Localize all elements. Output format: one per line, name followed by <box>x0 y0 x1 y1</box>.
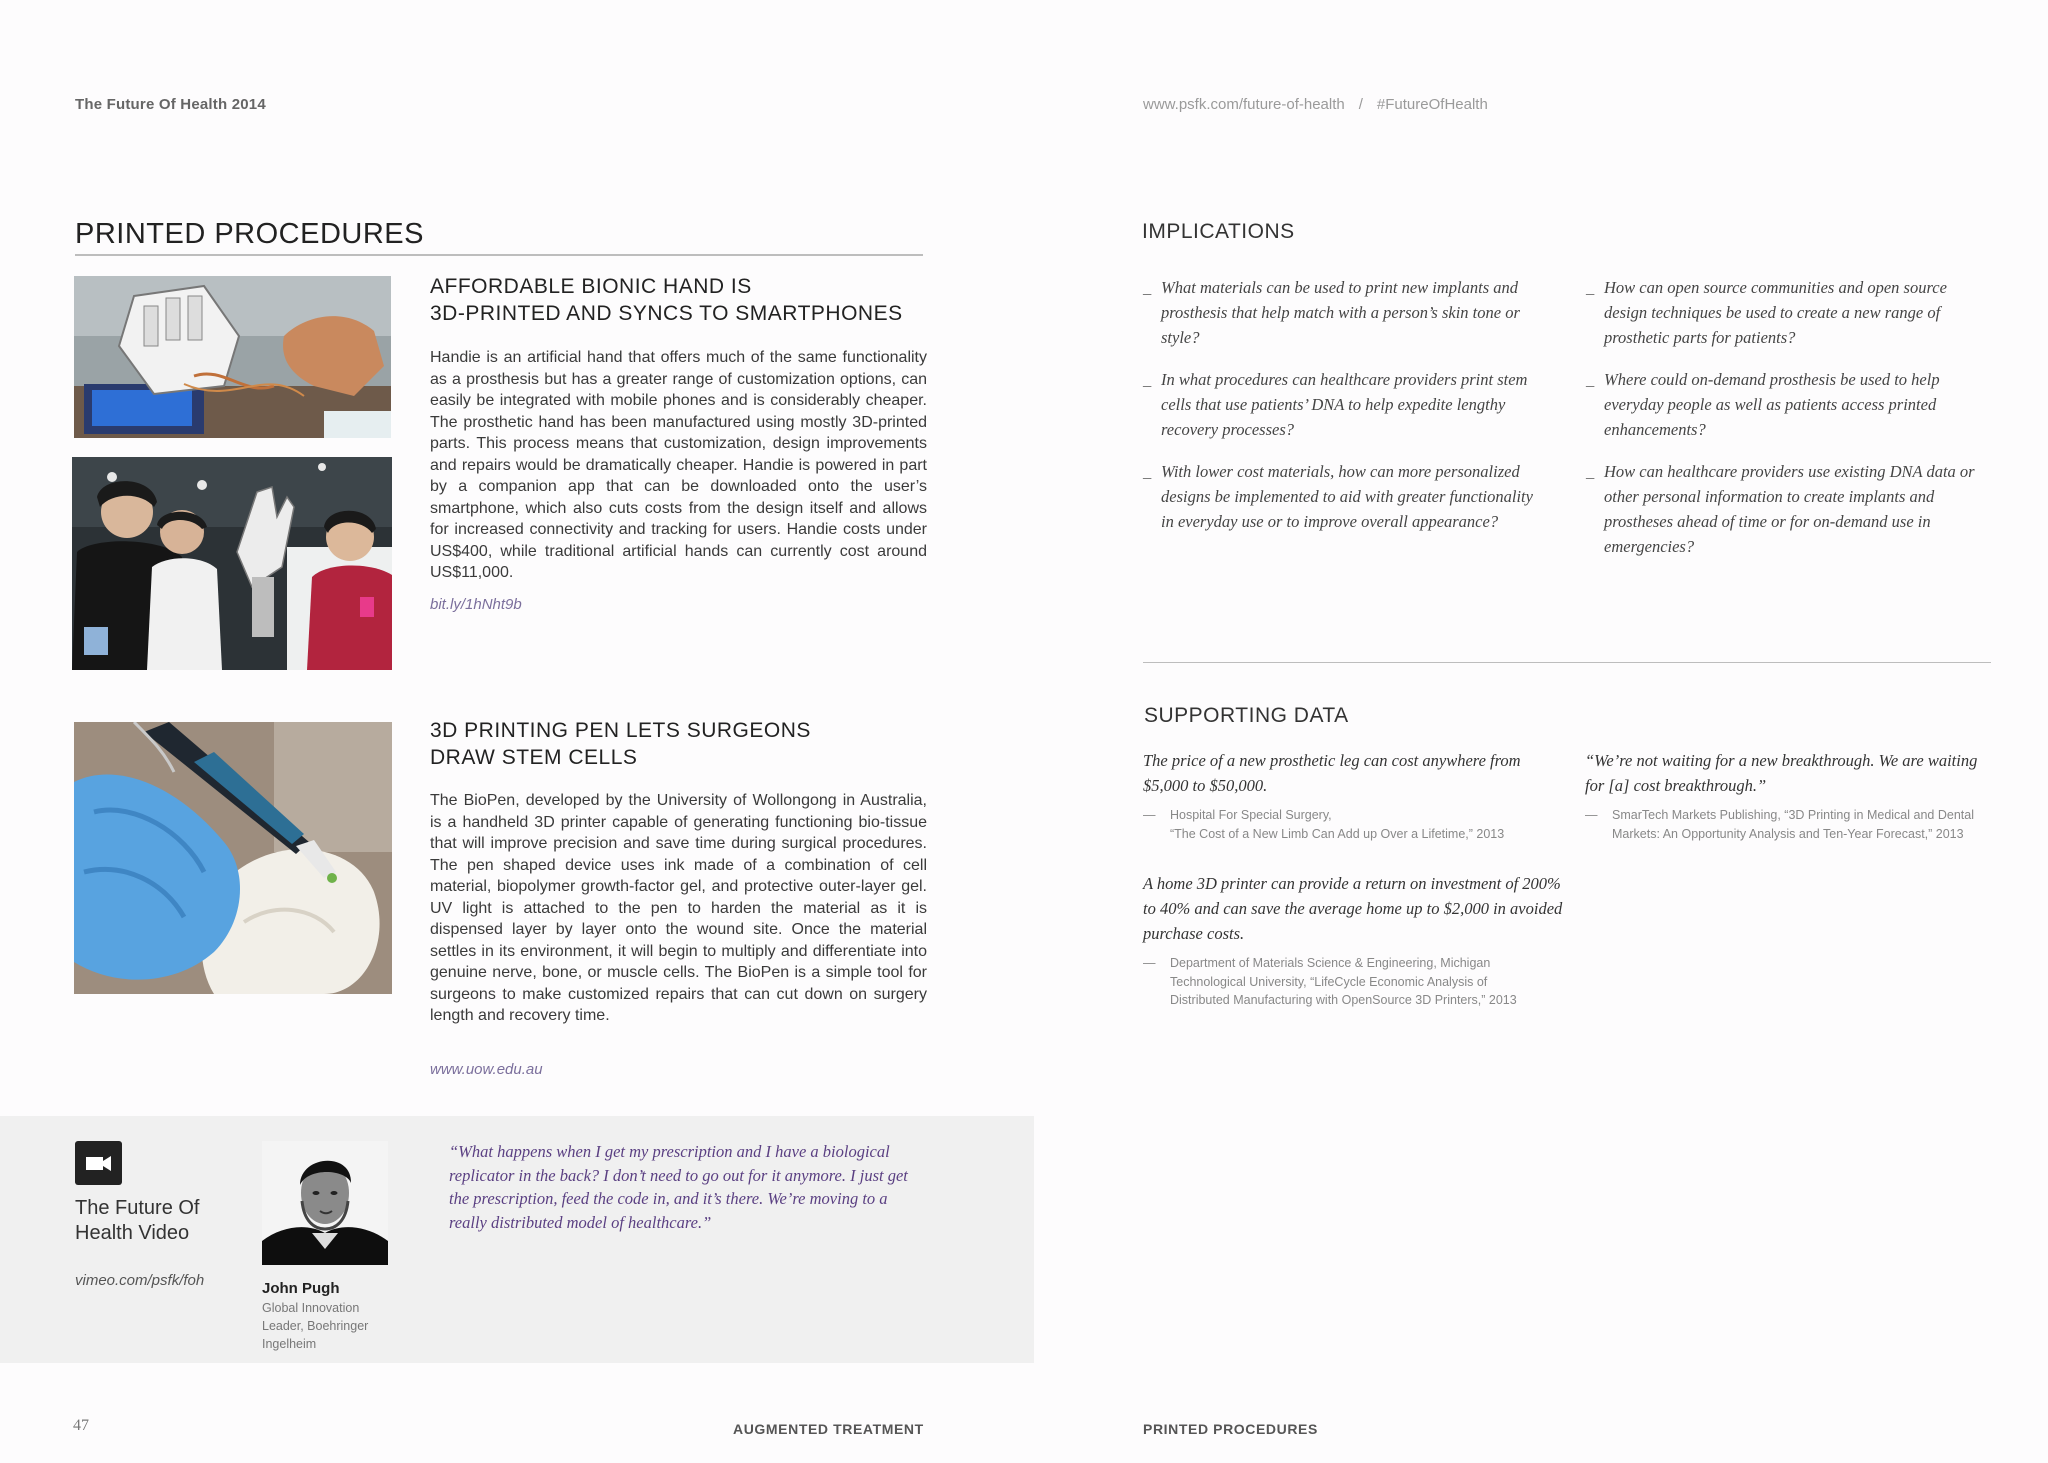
running-header-links <box>1143 96 1488 113</box>
section-title: PRINTED PROCEDURES <box>75 218 424 250</box>
article-2-title: 3D PRINTING PEN LETS SURGEONS DRAW STEM CELLS <box>430 719 811 769</box>
stat-source: — Hospital For Special Surgery, “The Cost of a New Limb Can Add up Over a Lifetime,” 2013 <box>1143 808 1505 841</box>
implications-divider <box>1143 662 1991 663</box>
biopen-photo <box>74 722 392 994</box>
stat-source: — SmarTech Markets Publishing, “3D Printing in Medical and Dental Markets: An Opportunity Analysis and Ten-Year Forecast,” 2013 <box>1585 808 1974 841</box>
implications-title: IMPLICATIONS <box>1142 220 1295 243</box>
implication-item: _ What materials can be used to print new implants and prosthesis that help match with a person’s skin tone or style? <box>1143 278 1520 347</box>
stat-quote: The price of a new prosthetic leg can cost anywhere from $5,000 to $50,000. <box>1143 751 1521 795</box>
implication-item: _ With lower cost materials, how can more personalized designs be implemented to aid with greater functionality in everyday use or to improve overall appearance? <box>1143 462 1533 531</box>
footer-chapter-label: AUGMENTED TREATMENT <box>733 1421 924 1437</box>
video-title: The Future Of Health Video <box>75 1197 200 1244</box>
implication-item: _ Where could on-demand prosthesis be used to help everyday people as well as patients access printed enhancements? <box>1586 370 1940 439</box>
header-hashtag[interactable]: #FutureOfHealth <box>1376 96 1488 113</box>
page-number: 47 <box>73 1417 89 1434</box>
article-1-title: AFFORDABLE BIONIC HAND IS 3D-PRINTED AND SYNCS TO SMARTPHONES <box>430 275 903 325</box>
article-2-body: The BioPen, developed by the University of Wollongong in Australia, is a handheld 3D printer capable of generating functioning bio-tissue that will improve precision and save time during surgical procedures. The pen shaped device uses ink made of a combination of cell material, biopolymer growth-factor gel, and protective outer-layer gel. UV light is attached to the pen to harden the material as it is dispensed layer by layer onto the wound site. Once the material settles in its environment, it will begin to multiply and differentiate into genuine nerve, bone, or muscle cells. The BioPen is a simple tool for surgeons to make customized repairs that can cut down on surgery length and recovery time. <box>430 792 927 1024</box>
section-divider <box>75 254 923 256</box>
video-link[interactable]: vimeo.com/psfk/foh <box>75 1272 205 1289</box>
header-url[interactable]: www.psfk.com/future-of-health <box>1143 96 1345 113</box>
person-role: Global Innovation Leader, Boehringer Ingelheim <box>262 1301 369 1351</box>
person-name: John Pugh <box>262 1280 340 1297</box>
john-pugh-portrait <box>262 1141 388 1265</box>
implication-item: _ In what procedures can healthcare providers print stem cells that use patients’ DNA to help expedite lengthy recovery processes? <box>1143 370 1528 439</box>
footer-section-label: PRINTED PROCEDURES <box>1143 1421 1318 1437</box>
pull-quote: “What happens when I get my prescription and I have a biological replicator in the back? I don’t need to go out for it anymore. I just get the prescription, feed the code in, and it’s there. We’re moving to a really distributed model of healthcare.” <box>449 1142 908 1232</box>
running-header-title: The Future Of Health 2014 <box>75 96 266 113</box>
article-2-link[interactable]: www.uow.edu.au <box>430 1061 543 1078</box>
implication-item: _ How can healthcare providers use existing DNA data or other personal information to create implants and prostheses ahead of time or for on-demand use in emergencies? <box>1586 462 1975 556</box>
implication-item: _ How can open source communities and open source design techniques be used to create a new range of prosthetic parts for patients? <box>1586 278 1947 347</box>
stat-quote: A home 3D printer can provide a return on investment of 200% to 40% and can save the average home up to $2,000 in avoided purchase costs. <box>1143 874 1563 943</box>
bionic-hand-photo <box>74 276 391 438</box>
handie-demo-photo <box>72 457 392 670</box>
video-camera-icon <box>75 1141 122 1185</box>
supporting-data-title: SUPPORTING DATA <box>1144 704 1349 727</box>
article-1-link[interactable]: bit.ly/1hNht9b <box>430 596 522 613</box>
stat-quote: “We’re not waiting for a new breakthrough. We are waiting for [a] cost breakthrough.” <box>1585 751 1978 795</box>
stat-source: — Department of Materials Science & Engineering, Michigan Technological University, “LifeCycle Economic Analysis of Distributed Manufacturing with OpenSource 3D Printers,” 2013 <box>1143 956 1517 1007</box>
header-separator: / <box>1358 96 1363 113</box>
article-1-body: Handie is an artificial hand that offers much of the same functionality as a prosthesis but has a greater range of customization options, can easily be integrated with mobile phones and is considerably cheaper. The prosthetic hand has been manufactured using mostly 3D-printed parts. This process means that customization, design improvements and repairs would be dramatically cheaper. Handie is powered in part by a companion app that can be downloaded onto the user’s smartphone, which also cuts costs from the design itself and allows for increased connectivity and tracking for users. Handie costs under US$400, while traditional artificial hands can currently cost around US$11,000. <box>430 349 927 581</box>
